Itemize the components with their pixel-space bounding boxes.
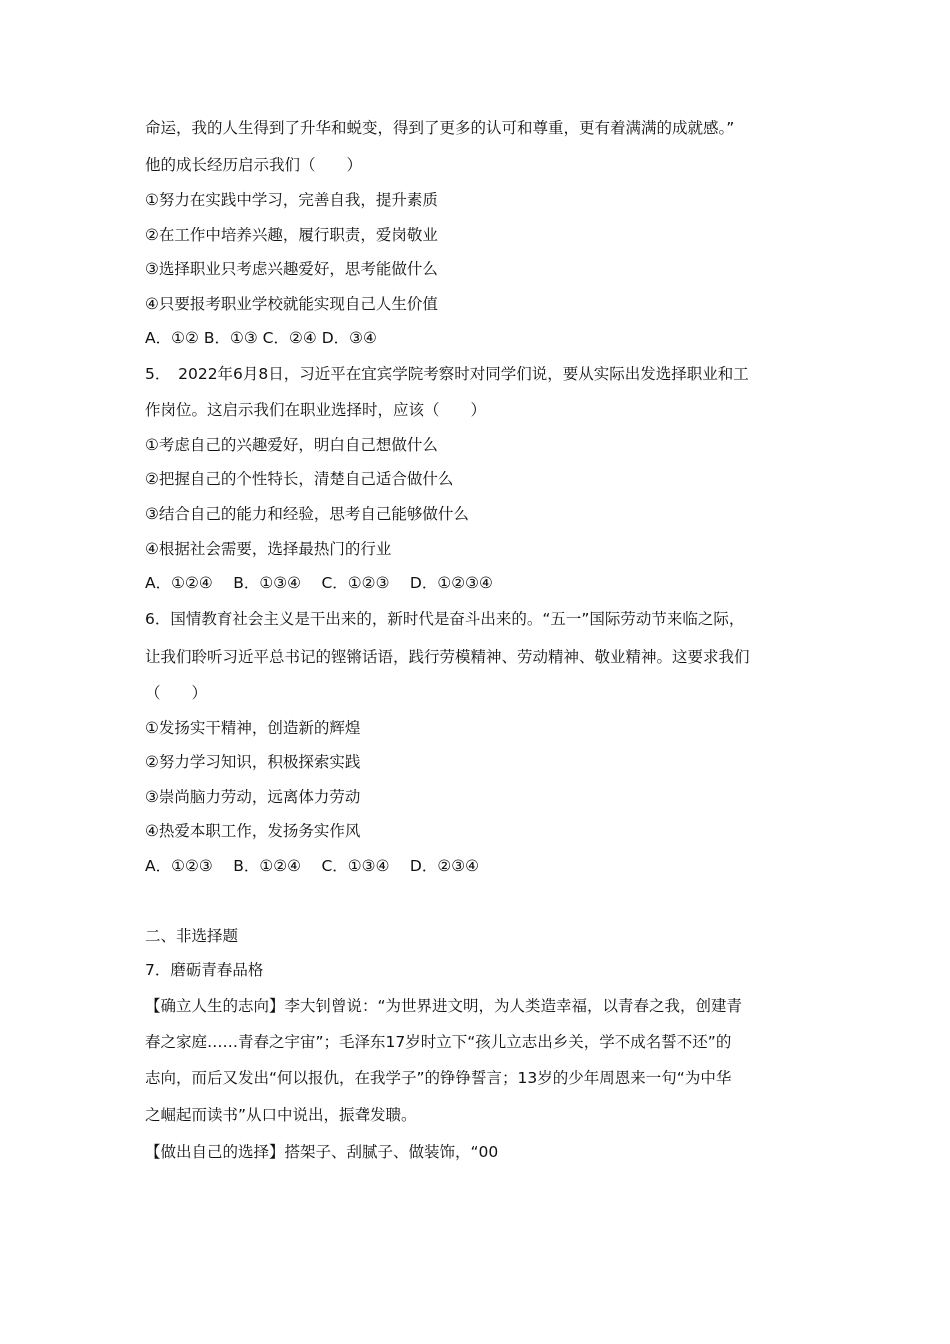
option-item: ①考虑自己的兴趣爱好，明白自己想做什么: [145, 436, 438, 454]
option-item: ③崇尚脑力劳动，远离体力劳动: [145, 788, 361, 806]
option-item: ③结合自己的能力和经验，思考自己能够做什么: [145, 505, 469, 523]
option-item: ①努力在实践中学习，完善自我，提升素质: [145, 191, 438, 209]
question-stem: 他的成长经历启示我们（ ）: [145, 156, 363, 174]
question-stem: （ ）: [145, 684, 208, 702]
option-item: ②努力学习知识，积极探索实践: [145, 753, 361, 771]
option-item: ④只要报考职业学校就能实现自己人生价值: [145, 295, 438, 313]
answer-choices: A．①②④ B．①③④ C．①②③ D．①②③④: [145, 574, 493, 592]
paragraph-line: 【做出自己的选择】搭架子、刮腻子、做装饰，“00: [145, 1143, 499, 1161]
section-heading: 二、非选择题: [145, 927, 239, 945]
answer-choices: A．①② B．①③ C．②④ D．③④: [145, 329, 377, 347]
paragraph-line: 【确立人生的志向】李大钊曾说：“为世界进文明，为人类造幸福，以青春之我，创建青: [145, 997, 743, 1015]
option-item: ②在工作中培养兴趣，履行职责，爱岗敬业: [145, 226, 438, 244]
option-item: ④根据社会需要，选择最热门的行业: [145, 540, 392, 558]
question-stem: 让我们聆听习近平总书记的铿锵话语，践行劳模精神、劳动精神、敬业精神。这要求我们: [145, 648, 750, 666]
question-stem: 5． 2022年6月8日，习近平在宜宾学院考察时对同学们说，要从实际出发选择职业和工: [145, 365, 749, 383]
question-title: 7．磨砺青春品格: [145, 961, 264, 979]
text-line: 命运，我的人生得到了升华和蜕变，得到了更多的认可和尊重，更有着满满的成就感。”: [145, 119, 735, 137]
question-stem: 6．国情教育社会主义是干出来的，新时代是奋斗出来的。“五一”国际劳动节来临之际，: [145, 610, 745, 628]
paragraph-line: 志向，而后又发出“何以报仇，在我学子”的铮铮誓言；13岁的少年周恩来一句“为中华: [145, 1069, 732, 1087]
paragraph-line: 春之家庭……青春之宇宙”；毛泽东17岁时立下“孩儿立志出乡关，学不成名誓不还”的: [145, 1033, 732, 1051]
option-item: ③选择职业只考虑兴趣爱好，思考能做什么: [145, 260, 438, 278]
option-item: ②把握自己的个性特长，清楚自己适合做什么: [145, 470, 454, 488]
paragraph-line: 之崛起而读书”从口中说出，振聋发聩。: [145, 1106, 417, 1124]
question-stem: 作岗位。这启示我们在职业选择时，应该（ ）: [145, 401, 487, 419]
option-item: ④热爱本职工作，发扬务实作风: [145, 822, 361, 840]
answer-choices: A．①②③ B．①②④ C．①③④ D．②③④: [145, 857, 480, 875]
option-item: ①发扬实干精神，创造新的辉煌: [145, 719, 361, 737]
